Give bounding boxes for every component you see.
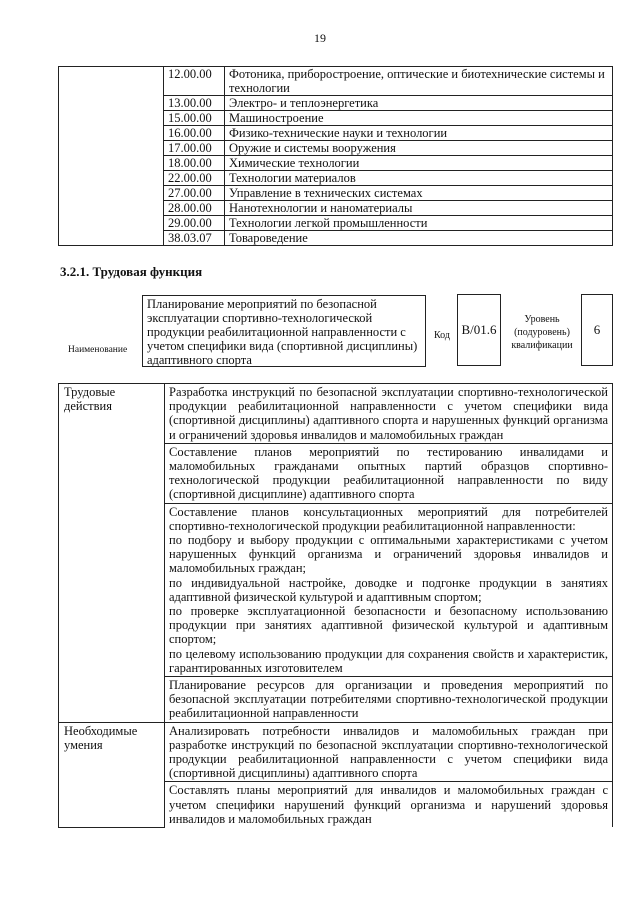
- function-name-label: Наименование: [68, 345, 128, 355]
- page-number: 19: [314, 31, 326, 45]
- item-paragraph: Разработка инструкций по безопасной эксплуатации спортивно-технологической продукции реабилитационной направленности с учетом специфики вида (спортивной дисциплины) адаптивного спорта и нарушенных функций организма и ограничений здоровья инвалидов и маломобильных граждан: [169, 385, 608, 442]
- code-row: [59, 67, 613, 96]
- function-details-table: [58, 383, 613, 828]
- section-item: [165, 677, 613, 723]
- codes-table: [58, 66, 613, 246]
- function-code-label: Код: [434, 330, 450, 341]
- item-paragraph: Планирование ресурсов для организации и проведения мероприятий по безопасной эксплуатации потребителями спортивно-технологической продукции реабилитационной направленности: [169, 678, 608, 721]
- item-paragraph: Составление планов мероприятий по тестированию инвалидами и маломобильных гражданами опытных партий образцов спортивно-технологической продукции реабилитационной направленности по виду (спортивной дисциплине) адаптивного спорта: [169, 444, 608, 502]
- code-cell: 29.00.00: [164, 216, 225, 231]
- code-cell: 18.00.00: [164, 156, 225, 171]
- code-cell: 22.00.00: [164, 171, 225, 186]
- code-name-cell: Управление в технических системах: [225, 186, 613, 201]
- section-title: Трудовые действия: [59, 384, 165, 723]
- section-item: [165, 782, 613, 827]
- item-paragraph: по индивидуальной настройке, доводке и подгонке продукции в занятиях адаптивной физической культурой и адаптивным спортом;: [169, 575, 608, 604]
- section-item: [165, 443, 613, 503]
- item-paragraph: Составлять планы мероприятий для инвалидов и маломобильных граждан с учетом специфики нарушений функций организма и нарушений здоровья инвалидов и маломобильных граждан: [169, 783, 608, 826]
- code-name-cell: Нанотехнологии и наноматериалы: [225, 201, 613, 216]
- code-name-cell: Оружие и системы вооружения: [225, 141, 613, 156]
- item-paragraph: по целевому использованию продукции для сохранения свойств и характеристик, гарантированных изготовителем: [169, 646, 608, 675]
- qualification-level-label: Уровень (подуровень) квалификации: [511, 314, 573, 351]
- codes-empty-cell: [59, 67, 164, 246]
- item-paragraph: Анализировать потребности инвалидов и маломобильных граждан при разработке инструкций по безопасной эксплуатации спортивно-технологической продукции реабилитационной направленности с учетом специфики вида (спортивной дисциплины) адаптивного спорта: [169, 723, 608, 781]
- code-cell: 17.00.00: [164, 141, 225, 156]
- section-item: [165, 722, 613, 782]
- code-name-cell: Физико-технические науки и технологии: [225, 126, 613, 141]
- section-item: [165, 384, 613, 444]
- code-name-cell: Товароведение: [225, 231, 613, 246]
- code-cell: 15.00.00: [164, 111, 225, 126]
- item-paragraph: по проверке эксплуатационной безопасности и безопасному использованию продукции при занятиях адаптивной физической культурой и адаптивным спортом;: [169, 604, 608, 647]
- item-paragraph: Составление планов консультационных мероприятий для потребителей спортивно-технологической продукции реабилитационной направленности:: [169, 504, 608, 533]
- section-item: [165, 503, 613, 676]
- function-code: B/01.6: [457, 294, 501, 366]
- code-name-cell: Технологии материалов: [225, 171, 613, 186]
- item-paragraph: по подбору и выбору продукции с оптимальными характеристиками с учетом нарушенных функций организма и ограничений здоровья инвалидов и маломобильных граждан;: [169, 533, 608, 576]
- code-cell: 27.00.00: [164, 186, 225, 201]
- code-name-cell: Химические технологии: [225, 156, 613, 171]
- code-name-cell: Электро- и теплоэнергетика: [225, 96, 613, 111]
- section-title: Необходимые умения: [59, 722, 165, 827]
- code-cell: 28.00.00: [164, 201, 225, 216]
- section-heading: 3.2.1. Трудовая функция: [60, 264, 203, 279]
- code-name-cell: Фотоника, приборостроение, оптические и биотехнические системы и технологии: [225, 67, 613, 96]
- code-name-cell: Машиностроение: [225, 111, 613, 126]
- code-cell: 38.03.07: [164, 231, 225, 246]
- code-cell: 13.00.00: [164, 96, 225, 111]
- code-cell: 12.00.00: [164, 67, 225, 96]
- code-cell: 16.00.00: [164, 126, 225, 141]
- detail-row: [59, 722, 613, 782]
- detail-row: [59, 384, 613, 444]
- code-name-cell: Технологии легкой промышленности: [225, 216, 613, 231]
- function-title: Планирование мероприятий по безопасной эксплуатации спортивно-технологической продукции реабилитационной направленности с учетом специфики вида (спортивной дисциплины) адаптивного спорта: [142, 295, 426, 367]
- qualification-level: 6: [581, 294, 613, 366]
